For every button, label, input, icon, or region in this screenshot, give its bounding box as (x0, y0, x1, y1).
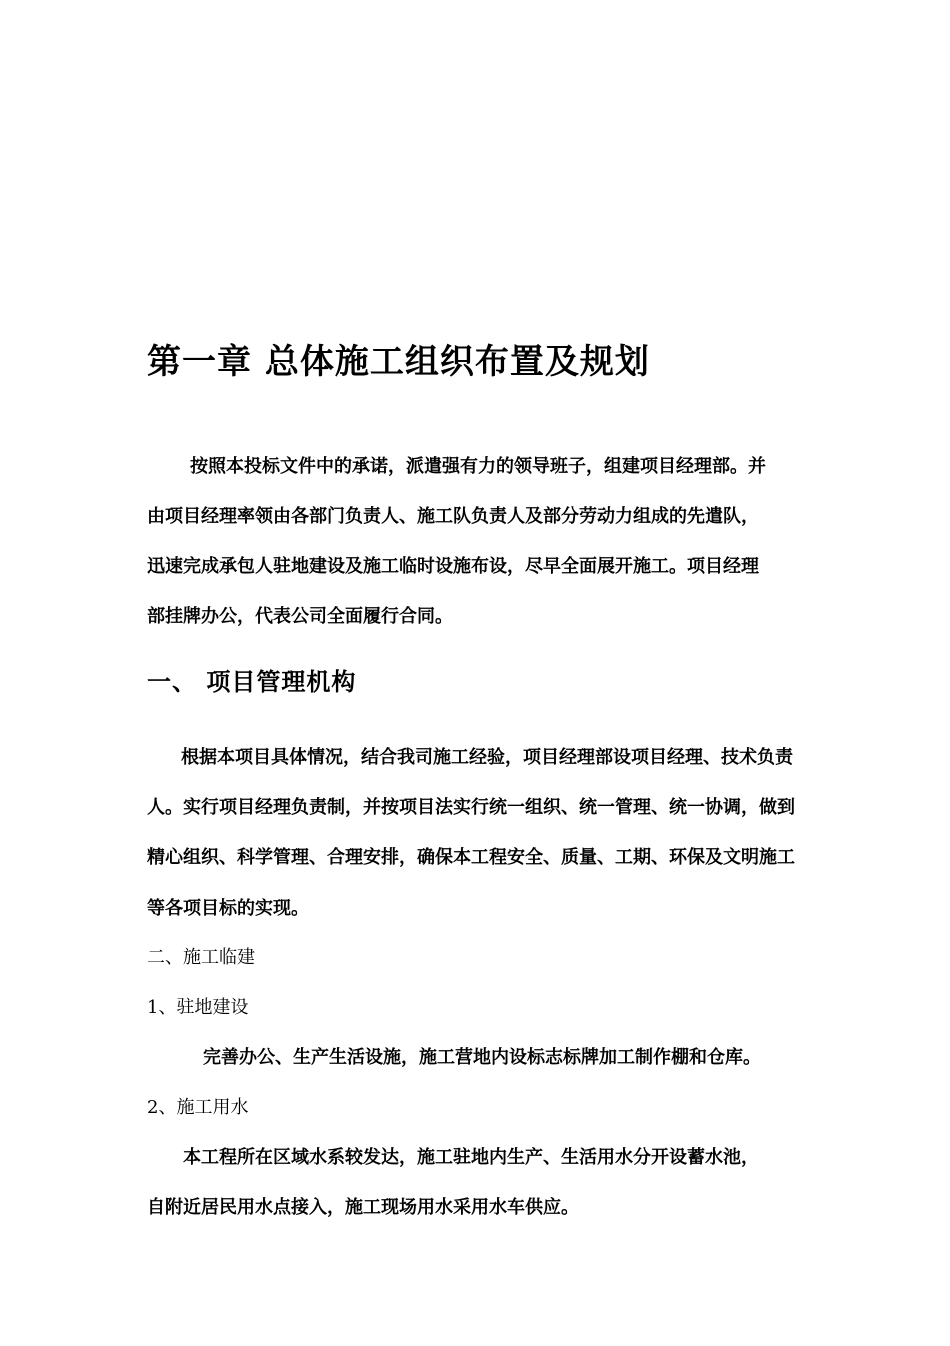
section-1-line-4: 等各项目标的实现。 (147, 898, 309, 919)
intro-line-4: 部挂牌办公，代表公司全面履行合同。 (147, 606, 453, 627)
chapter-title: 第一章 总体施工组织布置及规划 (147, 342, 650, 382)
item-2-line-1: 本工程所在区域水系较发达，施工驻地内生产、生活用水分开设蓄水池， (183, 1147, 759, 1168)
item-2-line-2: 自附近居民用水点接入，施工现场用水采用水车供应。 (147, 1197, 579, 1218)
intro-line-3: 迅速完成承包人驻地建设及施工临时设施布设，尽早全面展开施工。项目经理 (147, 556, 759, 577)
section-1-line-3: 精心组织、科学管理、合理安排，确保本工程安全、质量、工期、环保及文明施工 (147, 847, 795, 868)
item-2-title: 2、施工用水 (147, 1097, 249, 1118)
section-1-line-2: 人。实行项目经理负责制，并按项目法实行统一组织、统一管理、统一协调，做到 (147, 797, 795, 818)
section-1-title: 一、 项目管理机构 (147, 667, 357, 696)
section-1-line-1: 根据本项目具体情况，结合我司施工经验，项目经理部设项目经理、技术负责 (181, 747, 793, 768)
intro-line-2: 由项目经理率领由各部门负责人、施工队负责人及部分劳动力组成的先遣队， (147, 506, 759, 527)
intro-line-1: 按照本投标文件中的承诺，派遣强有力的领导班子，组建项目经理部。并 (190, 456, 766, 477)
section-2-title: 二、施工临建 (147, 947, 255, 968)
item-1-title: 1、驻地建设 (147, 997, 249, 1018)
item-1-text: 完善办公、生产生活设施，施工营地内设标志标牌加工制作棚和仓库。 (203, 1047, 761, 1068)
